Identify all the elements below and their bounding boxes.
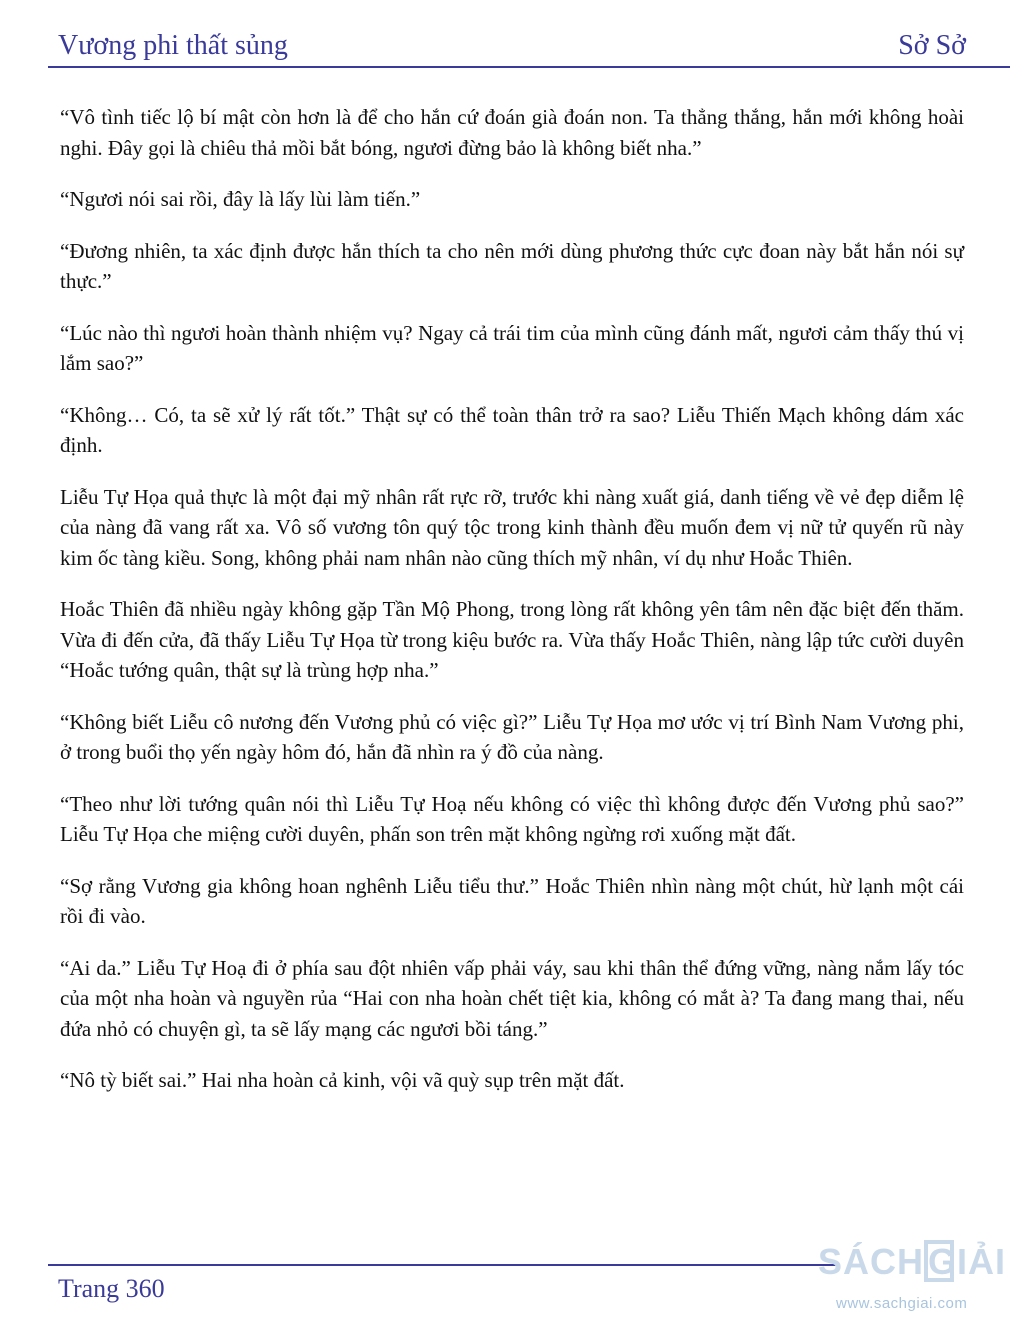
book-title: Vương phi thất sủng [58, 30, 288, 61]
sachgiai-logo [818, 1236, 1018, 1286]
paragraph: Liễu Tự Họa quả thực là một đại mỹ nhân rất rực rỡ, trước khi nàng xuất giá, danh tiếng về vẻ đẹp diễm lệ của nàng đã vang rất xa. Vô số vương tôn quý tộc trong kinh thành đều muốn đem vị nữ tử quyến rũ này kim ốc tàng kiều. Song, không phải nam nhân nào cũng thích mỹ nhân, ví dụ như Hoắc Thiên. [60, 484, 964, 570]
header-divider [48, 66, 1010, 68]
author-name: Sở Sở [898, 30, 966, 61]
paragraph: “Lúc nào thì ngươi hoàn thành nhiệm vụ? Ngay cả trái tim của mình cũng đánh mất, ngươi cảm thấy thú vị lắm sao?” [60, 320, 964, 375]
paragraph: “Đương nhiên, ta xác định được hắn thích ta cho nên mới dùng phương thức cực đoan này bắt hắn nói sự thực.” [60, 238, 964, 293]
page-header [58, 22, 966, 62]
paragraph: “Sợ rằng Vương gia không hoan nghênh Liễu tiểu thư.” Hoắc Thiên nhìn nàng một chút, hừ lạnh một cái rồi đi vào. [60, 873, 964, 928]
paragraph: Hoắc Thiên đã nhiều ngày không gặp Tần Mộ Phong, trong lòng rất không yên tâm nên đặc biệt đến thăm. Vừa đi đến cửa, đã thấy Liễu Tự Họa từ trong kiệu bước ra. Vừa thấy Hoắc Thiên, nàng lập tức cười duyên “Hoắc tướng quân, thật sự là trùng hợp nha.” [60, 597, 964, 682]
svg-text:SÁCH: SÁCH [818, 1241, 925, 1282]
paragraph: “Ngươi nói sai rồi, đây là lấy lùi làm tiến.” [60, 187, 421, 211]
paragraph: “Không biết Liễu cô nương đến Vương phủ có việc gì?” Liễu Tự Họa mơ ước vị trí Bình Nam Vương phi, ở trong buổi thọ yến ngày hôm đó, hắn đã nhìn ra ý đồ của nàng. [60, 709, 964, 764]
watermark-url: www.sachgiai.com [836, 1295, 968, 1312]
footer-divider [48, 1264, 838, 1266]
paragraph: “Ai da.” Liễu Tự Hoạ đi ở phía sau đột nhiên vấp phải váy, sau khi thân thể đứng vững, nàng nắm lấy tóc của một nha hoàn và nguyền rủa “Hai con nha hoàn chết tiệt kia, không có mắt à? Ta đang mang thai, nếu đứa nhỏ có chuyện gì, ta sẽ lấy mạng các ngươi bồi táng.” [60, 955, 964, 1041]
paragraph: “Không… Có, ta sẽ xử lý rất tốt.” Thật sự có thể toàn thân trở ra sao? Liễu Thiến Mạch không dám xác định. [60, 402, 964, 457]
paragraph: “Theo như lời tướng quân nói thì Liễu Tự Hoạ nếu không có việc thì không được đến Vương phủ sao?” Liễu Tự Họa che miệng cười duyên, phấn son trên mặt không ngừng rơi xuống mặt đất. [60, 791, 964, 846]
paragraph: “Nô tỳ biết sai.” Hai nha hoàn cả kinh, vội vã quỳ sụp trên mặt đất. [60, 1068, 625, 1092]
page-body [60, 102, 964, 1117]
paragraph: “Vô tình tiếc lộ bí mật còn hơn là để cho hắn cứ đoán già đoán non. Ta thẳng thắng, hắn mới không hoài nghi. Đây gọi là chiêu thả mồi bắt bóng, ngươi đừng bảo là không biết nha.” [60, 105, 964, 160]
svg-text:GIẢI: GIẢI [928, 1241, 1007, 1282]
page-number: Trang 360 [58, 1274, 165, 1303]
